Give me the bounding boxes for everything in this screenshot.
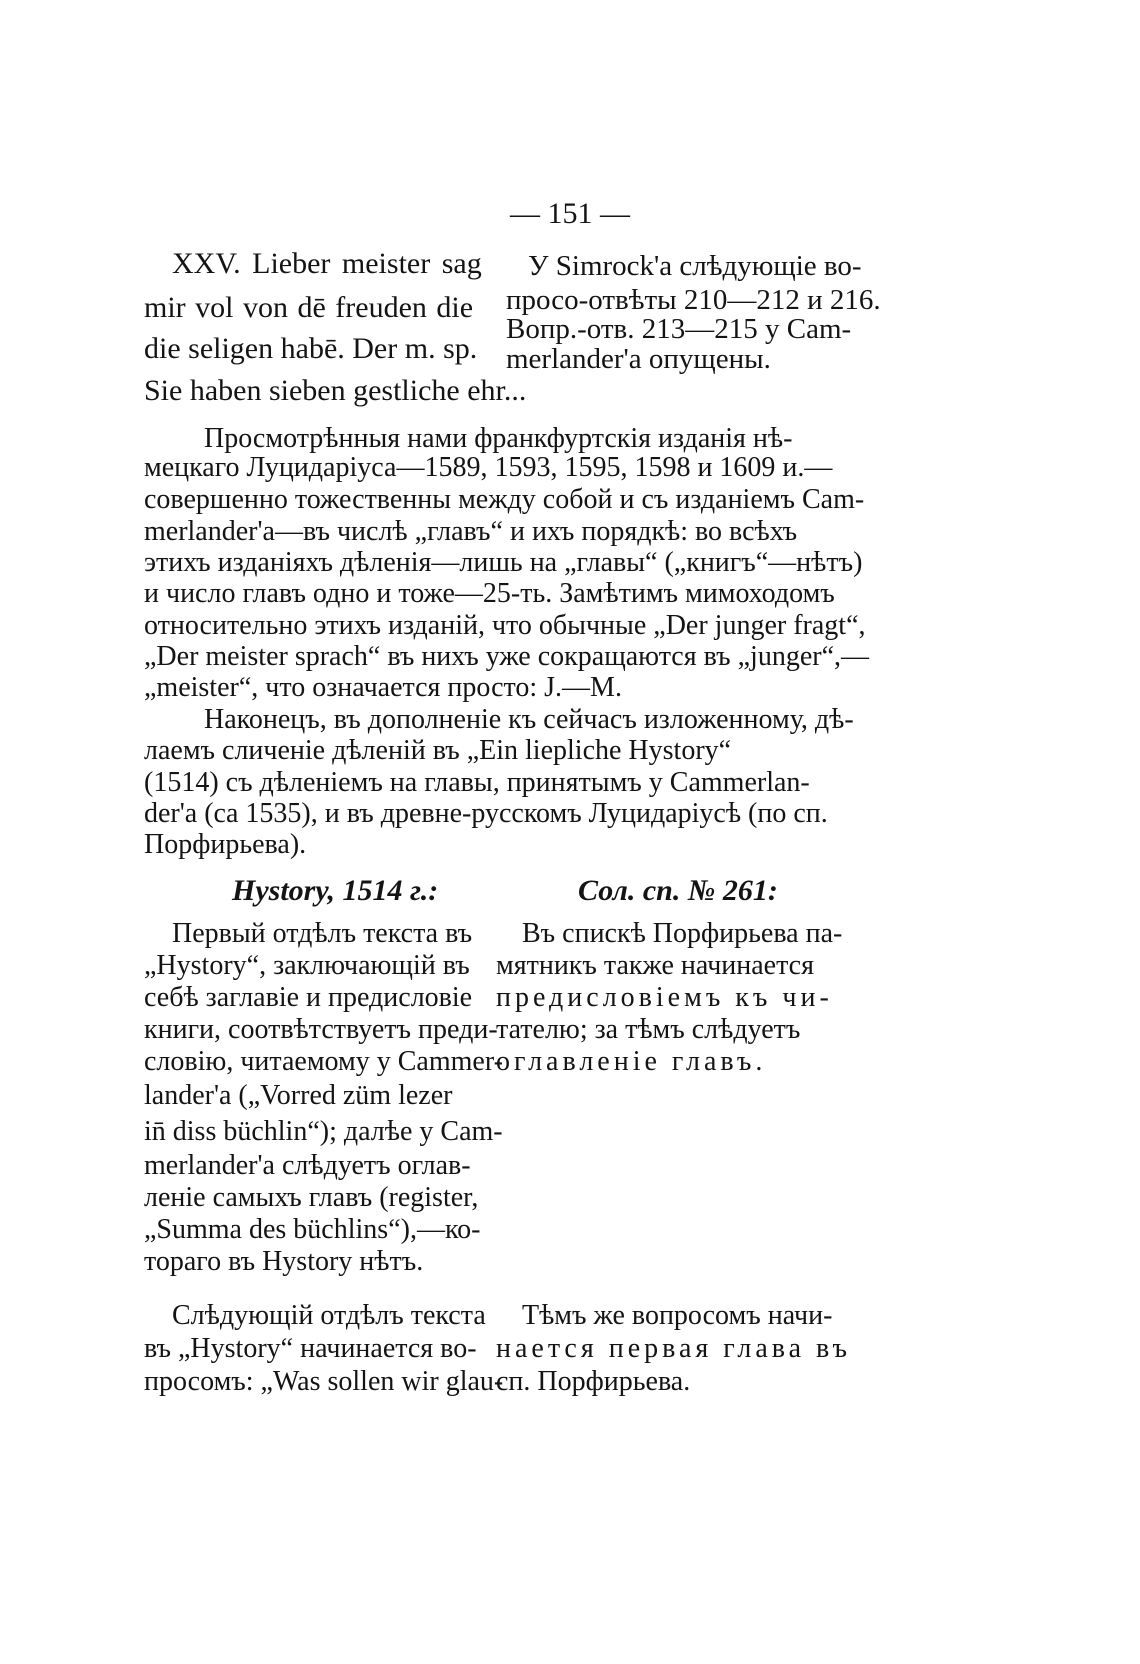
left-column-line: in̄ diss büchlin“); далѣе у Cam- (144, 1116, 503, 1147)
paragraph-line: мецкаго Луцидаріуса—1589, 1593, 1595, 1598 и 1609 и.— (144, 452, 833, 483)
top-right-line: просо-отвѣты 210—212 и 216. (506, 284, 881, 316)
paragraph-line: этихъ изданіяхъ дѣленія—лишь на „главы“ („книгъ“—нѣтъ) (144, 547, 863, 578)
top-left-line: XXV. Lieber meister sag (172, 247, 482, 280)
left-column-line: книги, соотвѣтствуетъ преди- (144, 1014, 498, 1045)
left-column-line: тораго въ Hystory нѣтъ. (144, 1246, 424, 1277)
paragraph-line: (1514) съ дѣленіемъ на главы, принятымъ у Cammerlan- (144, 767, 810, 798)
paragraph-line: Просмотрѣнныя нами франкфуртскія изданія нѣ- (204, 423, 793, 454)
left-column-line: просомъ: „Was sollen wir glau- (144, 1366, 504, 1397)
right-column-line: предисловіемъ къ чи- (496, 982, 833, 1013)
left-column-line: Первый отдѣлъ текста въ (172, 918, 473, 949)
right-column-line: оглавленіе главъ. (496, 1046, 767, 1077)
top-right-line: У Simrock'а слѣдующіе во- (528, 250, 862, 282)
right-column-line: тателю; за тѣмъ слѣдуетъ (496, 1014, 801, 1045)
left-column-line: lander'а („Vorred züm lezer (144, 1080, 453, 1111)
top-right-line: Вопр.-отв. 213—215 у Cam- (506, 313, 852, 345)
left-column-line: леніе самыхъ главъ (register, (144, 1182, 479, 1213)
right-column-line: Тѣмъ же вопросомъ начи- (522, 1300, 833, 1331)
paragraph-line: лаемъ сличеніе дѣленій въ „Ein liepliche Hystory“ (144, 735, 732, 766)
right-column-line: Въ спискѣ Порфирьева па- (522, 918, 843, 949)
paragraph-line: и число главъ одно и тоже—25-ть. Замѣтимъ мимоходомъ (144, 578, 835, 609)
left-column-line: Слѣдующій отдѣлъ текста (172, 1300, 486, 1331)
left-column-heading: Hystory, 1514 г.: (232, 874, 439, 907)
page-number: — 151 — (510, 197, 630, 230)
left-column-line: словію, читаемому у Cammer- (144, 1046, 503, 1077)
paragraph-line: относительно этихъ изданій, что обычные „Der junger fragt“, (144, 610, 866, 641)
paragraph-line: „meister“, что означается просто: J.—M. (144, 672, 622, 703)
right-column-line: нается первая глава въ (496, 1333, 852, 1364)
paragraph-line: der'а (ca 1535), и въ древне-русскомъ Луцидаріусѣ (по сп. (144, 798, 828, 829)
right-column-line: мятникъ также начинается (496, 950, 814, 981)
left-column-line: въ „Hystory“ начинается во- (144, 1333, 477, 1364)
paragraph-line: совершенно тожественны между собой и съ изданіемъ Cam- (144, 484, 865, 515)
paragraph-line: Порфирьева). (144, 829, 307, 860)
top-left-line: die seligen habē. Der m. sp. (144, 332, 478, 365)
paragraph-line: Наконецъ, въ дополненіе къ сейчасъ изложенному, дѣ- (204, 704, 854, 735)
paragraph-line: „Der meister sprach“ въ нихъ уже сокращаются въ „junger“,— (144, 641, 870, 672)
right-column-line: сп. Порфирьева. (496, 1366, 691, 1397)
left-column-line: „Hystory“, заключающій въ (144, 950, 470, 981)
top-left-line: Sie haben sieben gestliche ehr... (144, 374, 527, 407)
right-column-heading: Сол. сп. № 261: (578, 874, 778, 907)
top-left-line: mir vol von dē freuden die (144, 291, 474, 324)
left-column-line: себѣ заглавіе и предисловіе (144, 982, 473, 1013)
left-column-line: „Summa des büchlins“),—ко- (144, 1214, 481, 1245)
left-column-line: merlander'а слѣдуетъ оглав- (144, 1150, 471, 1181)
paragraph-line: merlander'а—въ числѣ „главъ“ и ихъ порядкѣ: во всѣхъ (144, 516, 798, 547)
top-right-line: merlander'а опущены. (506, 343, 771, 375)
